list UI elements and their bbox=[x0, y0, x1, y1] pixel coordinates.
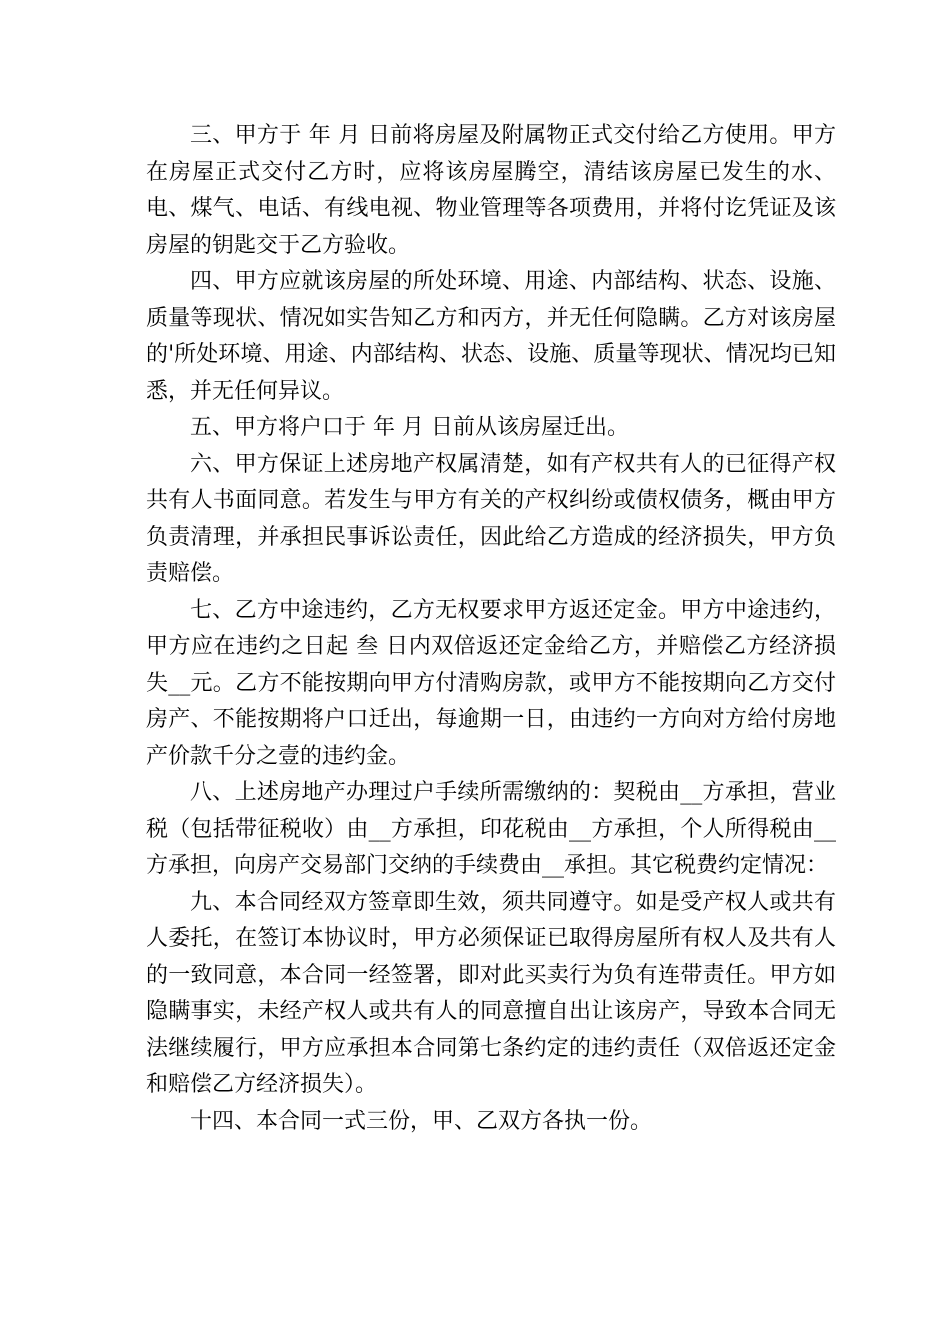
clause-4-paragraph: 四、甲方应就该房屋的所处环境、用途、内部结构、状态、设施、质量等现状、情况如实告知乙方和丙方，并无任何隐瞒。乙方对该房屋的'所处环境、用途、内部结构、状态、设施、质量等现状、情况均已知悉，并无任何异议。 bbox=[146, 269, 836, 404]
clause-9-paragraph: 九、本合同经双方签章即生效，须共同遵守。如是受产权人或共有人委托，在签订本协议时，甲方必须保证已取得房屋所有权人及共有人的一致同意，本合同一经签署，即对此买卖行为负有连带责任。甲方如隐瞒事实，未经产权人或共有人的同意擅自出让该房产，导致本合同无法继续履行，甲方应承担本合同第七条约定的违约责任（双倍返还定金和赔偿乙方经济损失）。 bbox=[146, 889, 836, 1097]
clause-8-paragraph: 八、上述房地产办理过户手续所需缴纳的：契税由__方承担，营业税（包括带征税收）由__方承担，印花税由__方承担，个人所得税由__方承担，向房产交易部门交纳的手续费由__承担。其它税费约定情况： bbox=[146, 780, 836, 878]
clause-5-paragraph: 五、甲方将户口于 年 月 日前从该房屋迁出。 bbox=[190, 415, 629, 440]
document-page bbox=[146, 118, 836, 1140]
clause-3-paragraph: 三、甲方于 年 月 日前将房屋及附属物正式交付给乙方使用。甲方在房屋正式交付乙方时，应将该房屋腾空，清结该房屋已发生的水、电、煤气、电话、有线电视、物业管理等各项费用，并将付讫凭证及该房屋的钥匙交于乙方验收。 bbox=[146, 123, 836, 258]
clause-14-paragraph: 十四、本合同一式三份，甲、乙双方各执一份。 bbox=[190, 1108, 653, 1134]
clause-6-paragraph: 六、甲方保证上述房地产权属清楚，如有产权共有人的已征得产权共有人书面同意。若发生与甲方有关的产权纠纷或债权债务，概由甲方负责清理，并承担民事诉讼责任，因此给乙方造成的经济损失，甲方负责赔偿。 bbox=[146, 451, 836, 586]
clause-7-paragraph: 七、乙方中途违约，乙方无权要求甲方返还定金。甲方中途违约，甲方应在违约之日起 叁 日内双倍返还定金给乙方，并赔偿乙方经济损失__元。乙方不能按期向甲方付清购房款，或甲方不能按期向乙方交付房产、不能按期将户口迁出，每逾期一日，由违约一方向对方给付房地产价款千分之壹的违约金。 bbox=[146, 597, 836, 769]
